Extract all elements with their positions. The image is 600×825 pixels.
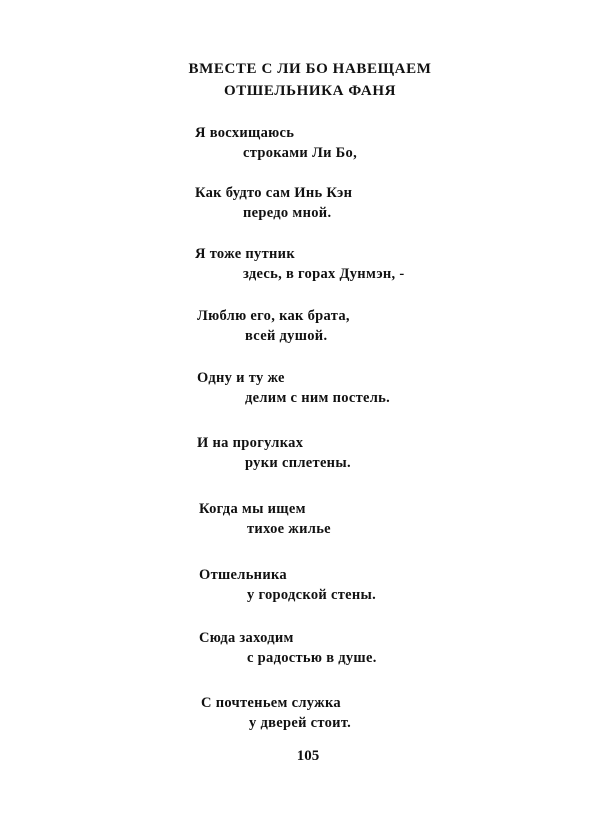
stanza-line-second: здесь, в горах Дунмэн, - (243, 266, 405, 282)
stanza-line-first: С почтеньем служка (201, 695, 341, 711)
stanza-line-second: строками Ли Бо, (243, 145, 358, 161)
poem-title (150, 58, 470, 102)
poem-title-line-1: ВМЕСТЕ С ЛИ БО НАВЕЩАЕМ (188, 61, 432, 77)
stanza-line-first: Как будто сам Инь Кэн (195, 185, 353, 201)
stanza-line-second: делим с ним постель. (245, 390, 391, 406)
stanza-line-second: всей душой. (245, 328, 328, 344)
stanza-line-first: Одну и ту же (197, 370, 285, 386)
stanza-line-first: Отшельника (199, 567, 287, 583)
stanza-line-first: И на прогулках (197, 435, 304, 451)
stanza-line-second: передо мной. (243, 205, 332, 221)
stanza-line-second: тихое жилье (247, 521, 331, 537)
stanza-line-first: Я восхищаюсь (195, 125, 295, 141)
stanza-line-first: Я тоже путник (195, 246, 295, 262)
stanza-line-first: Люблю его, как брата, (197, 308, 350, 324)
stanza-line-first: Сюда заходим (199, 630, 294, 646)
stanza-line-second: у дверей стоит. (249, 715, 352, 731)
stanza-line-second: руки сплетены. (245, 455, 351, 471)
page-number: 105 (296, 748, 320, 764)
stanza-line-second: с радостью в душе. (247, 650, 377, 666)
stanza-line-first: Когда мы ищем (199, 501, 306, 517)
stanza-line-second: у городской стены. (247, 587, 377, 603)
poem-title-line-2: ОТШЕЛЬНИКА ФАНЯ (223, 83, 397, 99)
